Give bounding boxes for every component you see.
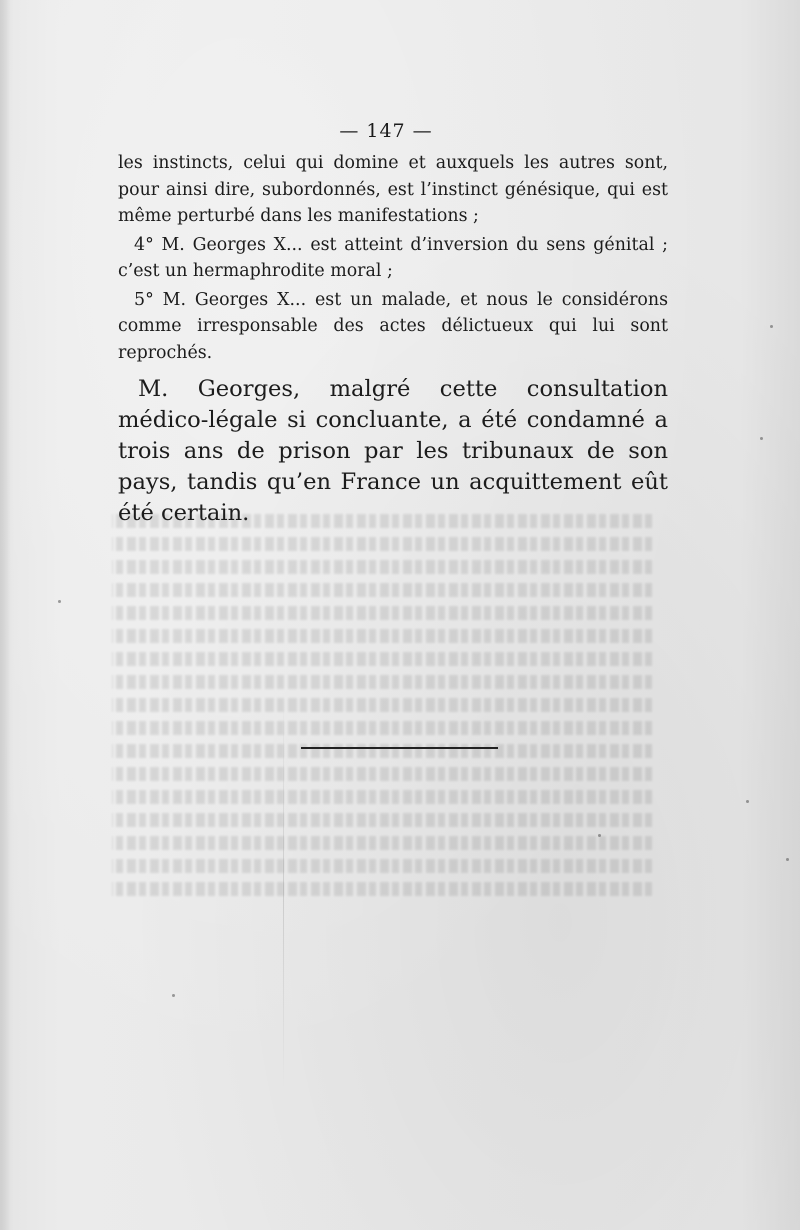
verdict-paragraph: M. Georges, malgré cette consultation médico-légale si concluante, a été condamné a trois ans de prison par les tribunaux de son pays, tandis qu’en France un acquittement eût été certain. bbox=[118, 376, 668, 526]
show-through-from-reverse bbox=[112, 505, 652, 1065]
page-fold-mark bbox=[283, 690, 284, 1090]
paragraph-instincts: les instincts, celui qui domine et auxquels les autres sont, pour ainsi dire, subordonnés, est l’instinct génésique, qui est même perturbé dans les manifestations ; bbox=[118, 153, 668, 226]
paragraph-point-4: 4° M. Georges X... est atteint d’inversion du sens génital ; c’est un hermaphrodite moral ; bbox=[118, 234, 668, 281]
section-divider-rule bbox=[301, 747, 498, 749]
consultation-conclusions bbox=[118, 150, 668, 366]
verdict-paragraph-block bbox=[118, 374, 668, 529]
page-number: — 147 — bbox=[339, 120, 433, 142]
paragraph-point-5: 5° M. Georges X... est un malade, et nous le considérons comme irresponsable des actes délictueux qui lui sont reprochés. bbox=[118, 289, 668, 363]
page-edge-shadow bbox=[0, 0, 10, 1230]
